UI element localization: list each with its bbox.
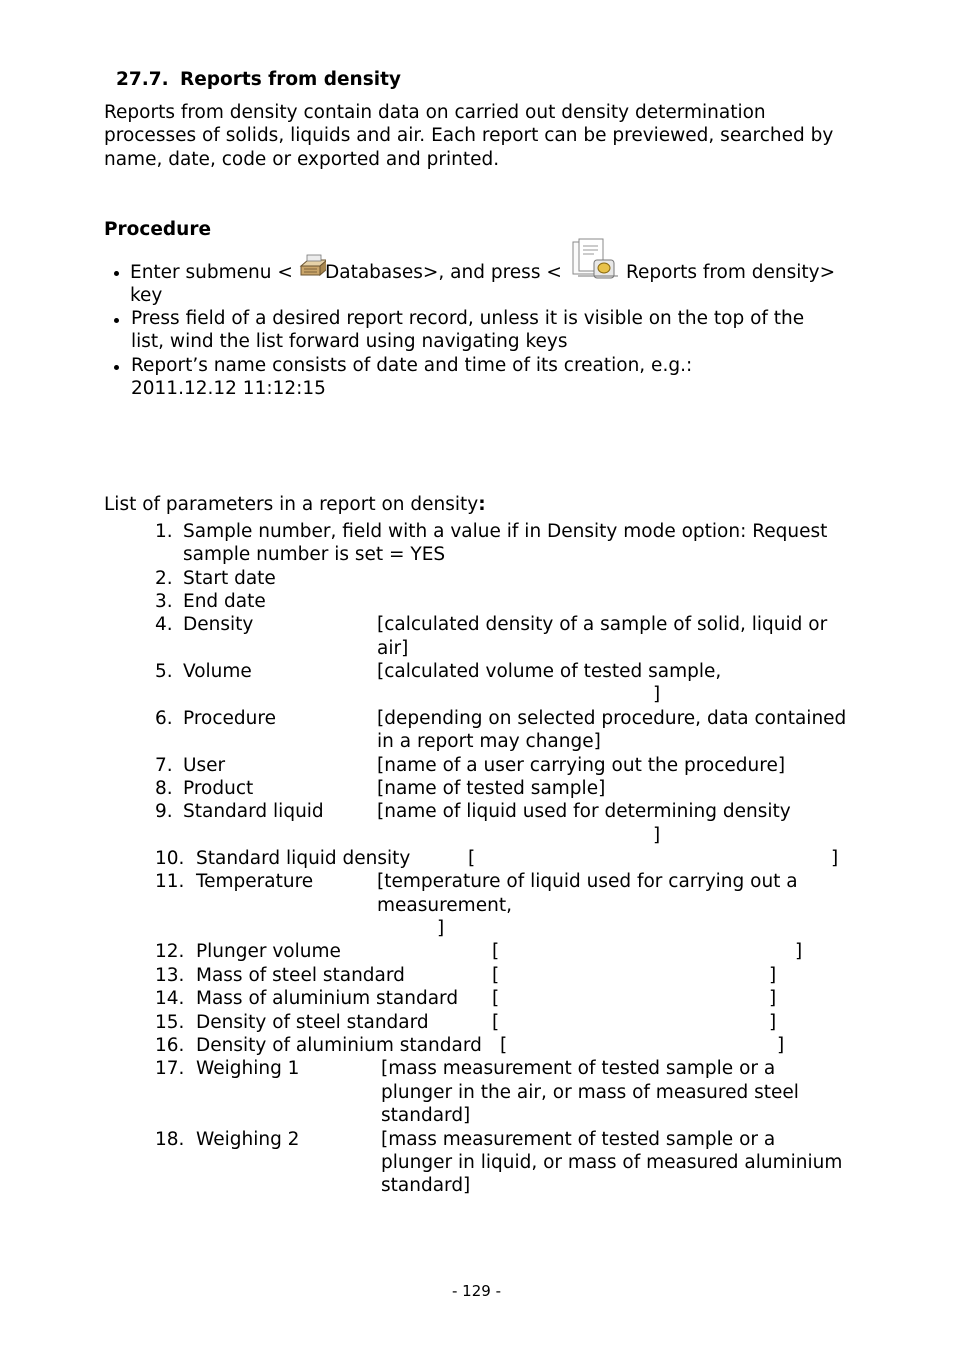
- param-description: [name of tested sample]: [377, 778, 606, 799]
- param-number: 7.: [155, 755, 173, 776]
- param-description: [: [492, 965, 500, 986]
- param-description: [name of a user carrying out the procedure]: [377, 755, 786, 776]
- param-description: ]: [437, 918, 445, 939]
- param-description: [name of liquid used for determining density: [377, 801, 791, 822]
- param-number: 8.: [155, 778, 173, 799]
- param-name: Density: [183, 614, 254, 635]
- bullet-text: 2011.12.12 11:12:15: [131, 378, 326, 399]
- param-bracket-close: ]: [769, 1012, 777, 1033]
- params-intro: [104, 496, 486, 515]
- param-number: 6.: [155, 708, 173, 729]
- intro-line: Reports from density contain data on carried out density determination: [104, 102, 766, 123]
- param-bracket-close: ]: [795, 941, 803, 962]
- param-name: Volume: [183, 661, 252, 682]
- param-description: in a report may change]: [377, 731, 601, 752]
- param-number: 18.: [155, 1129, 185, 1150]
- param-name: Product: [183, 778, 254, 799]
- param-bracket-close: ]: [831, 848, 839, 869]
- param-name: Mass of aluminium standard: [196, 988, 459, 1009]
- param-number: 10.: [155, 848, 185, 869]
- param-number: 13.: [155, 965, 185, 986]
- param-number: 9.: [155, 801, 173, 822]
- param-description: [depending on selected procedure, data contained: [377, 708, 847, 729]
- reports-from-density-icon: [570, 238, 622, 282]
- param-description: [temperature of liquid used for carrying out a: [377, 871, 798, 892]
- param-description: [: [500, 1035, 508, 1056]
- param-name: Plunger volume: [196, 941, 341, 962]
- param-description: ]: [653, 684, 661, 705]
- param-name: Procedure: [183, 708, 276, 729]
- intro-line: processes of solids, liquids and air. Each report can be previewed, searched by: [104, 125, 834, 146]
- param-description: plunger in the air, or mass of measured steel: [381, 1082, 799, 1103]
- page-number: - 129 -: [452, 1282, 501, 1300]
- bullet-text: key: [130, 285, 163, 306]
- param-number: 3.: [155, 591, 173, 612]
- param-name: Sample number, field with a value if in Density mode option: Request: [183, 521, 828, 542]
- bullet-dot: [114, 318, 119, 323]
- databases-icon: [298, 252, 326, 280]
- param-number: 11.: [155, 871, 185, 892]
- param-bracket-close: ]: [769, 988, 777, 1009]
- bullet-text: Report’s name consists of date and time of its creation, e.g.:: [131, 355, 693, 376]
- param-name: User: [183, 755, 226, 776]
- param-number: 12.: [155, 941, 185, 962]
- param-description: measurement,: [377, 895, 512, 916]
- section-title: Reports from density: [180, 69, 401, 90]
- param-name: Standard liquid density: [196, 848, 411, 869]
- bullet-text: Reports from density>: [626, 262, 836, 283]
- bullet-text: list, wind the list forward using navigating keys: [131, 331, 568, 352]
- param-name: sample number is set = YES: [183, 544, 446, 565]
- param-number: 17.: [155, 1058, 185, 1079]
- param-description: [calculated volume of tested sample,: [377, 661, 722, 682]
- param-description: [calculated density of a sample of solid, liquid or: [377, 614, 828, 635]
- param-description: [: [468, 848, 476, 869]
- params-intro-colon: :: [478, 494, 486, 515]
- param-name: Density of aluminium standard: [196, 1035, 482, 1056]
- param-name: End date: [183, 591, 266, 612]
- param-description: [mass measurement of tested sample or a: [381, 1129, 776, 1150]
- param-description: [: [492, 988, 500, 1009]
- bullet-text: Enter submenu <: [130, 262, 293, 283]
- param-number: 4.: [155, 614, 173, 635]
- param-description: [: [492, 1012, 500, 1033]
- param-description: plunger in liquid, or mass of measured aluminium: [381, 1152, 843, 1173]
- bullet-dot: [114, 365, 119, 370]
- param-name: Start date: [183, 568, 276, 589]
- param-description: standard]: [381, 1105, 471, 1126]
- param-name: Weighing 2: [196, 1129, 300, 1150]
- param-name: Standard liquid: [183, 801, 324, 822]
- bullet-text: Press field of a desired report record, unless it is visible on the top of the: [131, 308, 805, 329]
- param-name: Weighing 1: [196, 1058, 300, 1079]
- bullet-text: Databases>, and press <: [325, 262, 562, 283]
- bullet-dot: [114, 271, 119, 276]
- params-intro-text: List of parameters in a report on density: [104, 494, 479, 515]
- param-number: 14.: [155, 988, 185, 1009]
- param-bracket-close: ]: [769, 965, 777, 986]
- intro-line: name, date, code or exported and printed.: [104, 149, 500, 170]
- param-bracket-close: ]: [777, 1035, 785, 1056]
- procedure-heading: Procedure: [104, 219, 211, 240]
- param-description: [: [492, 941, 500, 962]
- param-name: Temperature: [196, 871, 314, 892]
- param-number: 15.: [155, 1012, 185, 1033]
- param-description: [mass measurement of tested sample or a: [381, 1058, 776, 1079]
- param-number: 5.: [155, 661, 173, 682]
- param-description: air]: [377, 638, 409, 659]
- section-number: 27.7.: [116, 69, 169, 90]
- param-number: 16.: [155, 1035, 185, 1056]
- param-number: 1.: [155, 521, 173, 542]
- param-name: Mass of steel standard: [196, 965, 405, 986]
- param-description: standard]: [381, 1175, 471, 1196]
- param-name: Density of steel standard: [196, 1012, 429, 1033]
- param-number: 2.: [155, 568, 173, 589]
- param-description: ]: [653, 825, 661, 846]
